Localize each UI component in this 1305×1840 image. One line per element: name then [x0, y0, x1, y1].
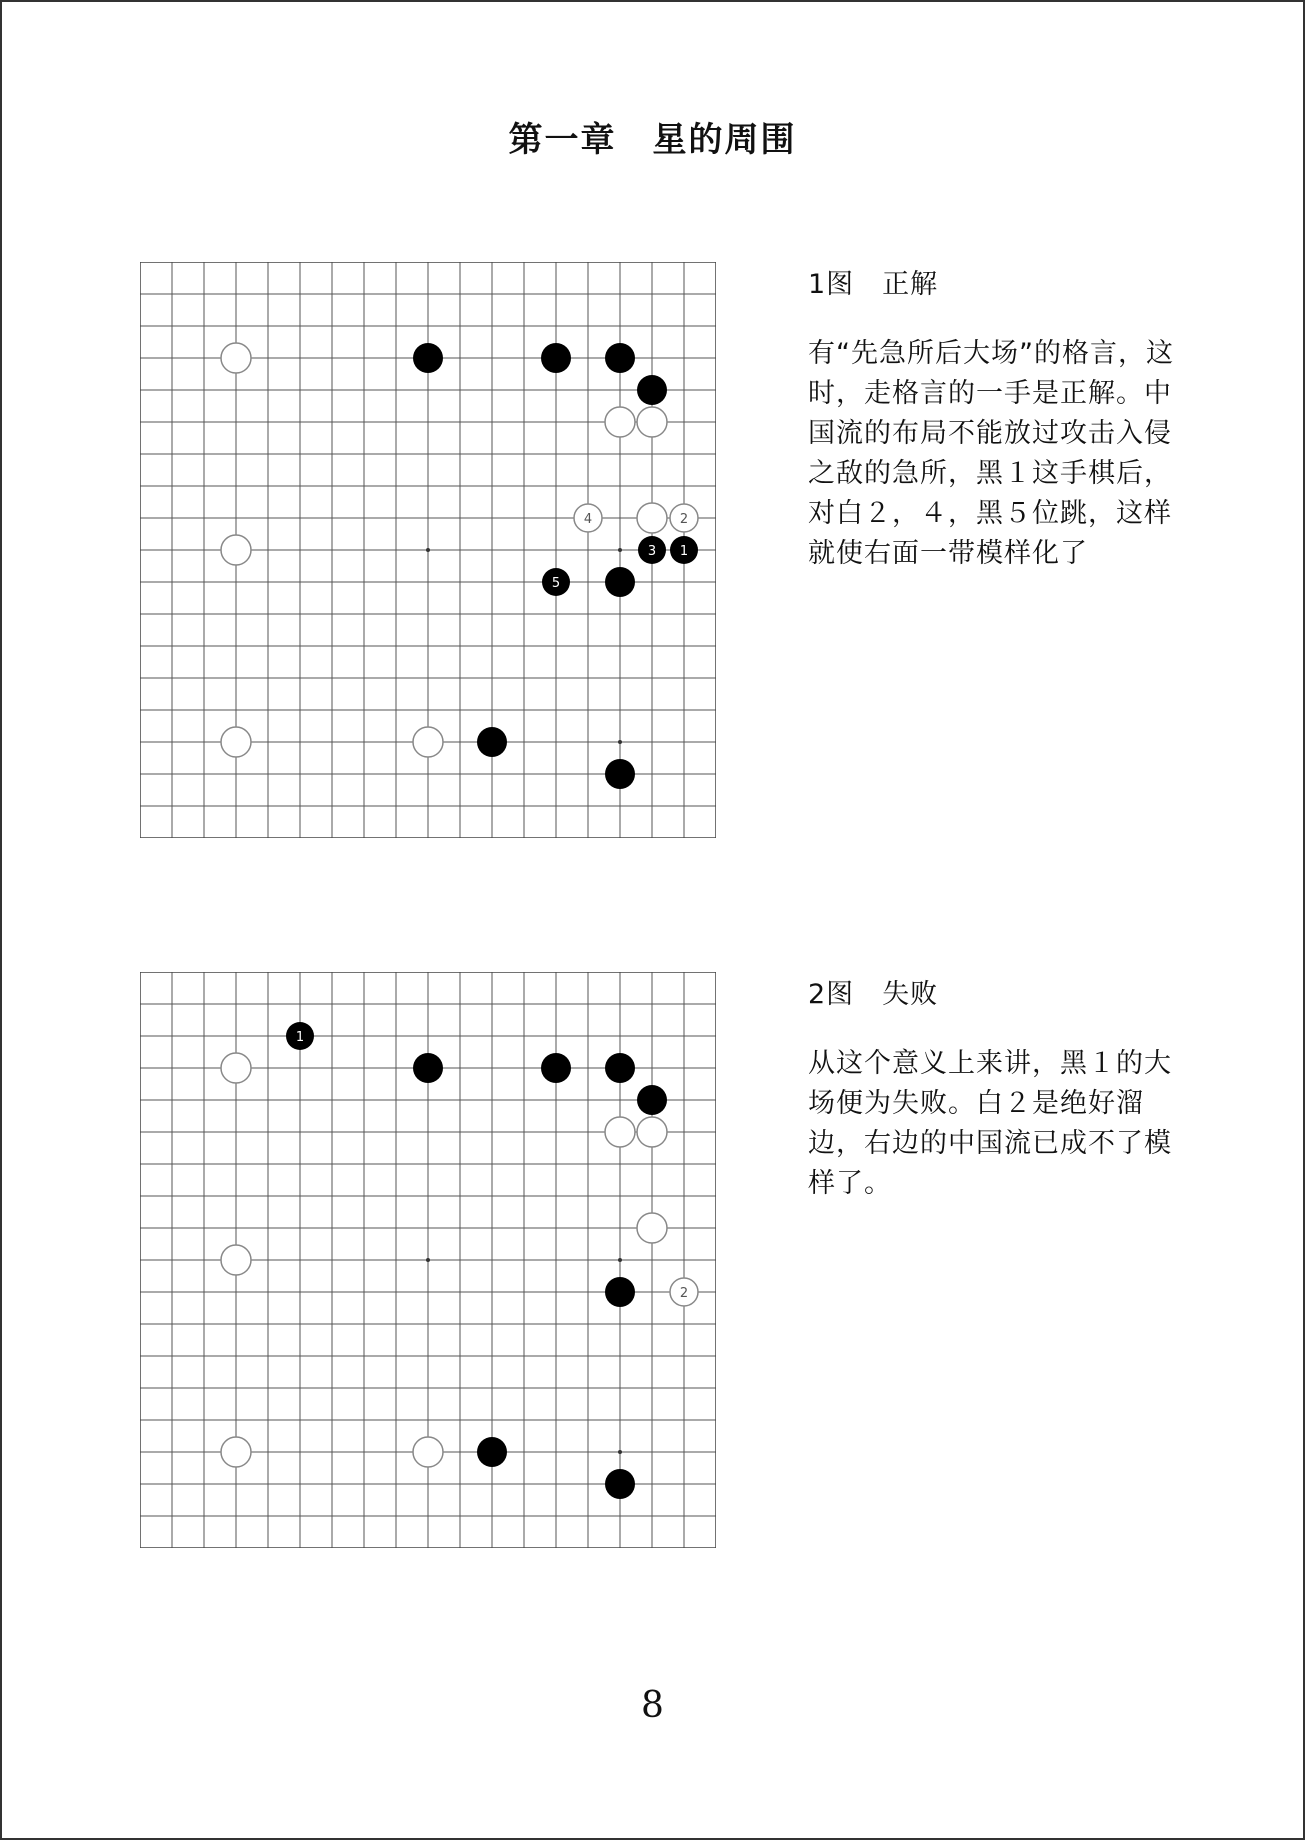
white-stone [413, 727, 443, 757]
black-stone [413, 1053, 443, 1083]
move-number-label: 4 [583, 512, 593, 527]
white-stone [221, 1053, 251, 1083]
white-stone [221, 343, 251, 373]
diagram-1-text: 有“先急所后大场”的格言，这时，走格言的一手是正解。中国流的布局不能放过攻击入侵之敌的急所，黑１这手棋后，对白２，４，黑５位跳，这样就使右面一带模样化了 [808, 338, 1174, 569]
white-stone [637, 1213, 667, 1243]
black-stone [541, 1053, 571, 1083]
page-number: 8 [641, 1685, 664, 1726]
white-stone [605, 1117, 635, 1147]
move-number-label: 2 [679, 1286, 689, 1301]
black-stone [605, 1469, 635, 1499]
go-board-2 [140, 972, 716, 1548]
white-stone [413, 1437, 443, 1467]
black-stone [605, 343, 635, 373]
star-point [618, 548, 622, 552]
diagram-2-caption: 2图 失败 [808, 979, 939, 1010]
white-stone [221, 535, 251, 565]
white-stone [605, 407, 635, 437]
move-number-label: 5 [551, 576, 561, 591]
go-board-2-svg [140, 972, 716, 1548]
black-stone [541, 343, 571, 373]
white-stone [637, 1117, 667, 1147]
move-number-label: 3 [647, 544, 657, 559]
go-board-1-svg [140, 262, 716, 838]
white-stone [637, 503, 667, 533]
black-stone [605, 567, 635, 597]
black-stone [413, 343, 443, 373]
go-board-1 [140, 262, 716, 838]
white-stone [637, 407, 667, 437]
move-number-label: 1 [295, 1030, 305, 1045]
black-stone [637, 1085, 667, 1115]
white-stone [221, 1245, 251, 1275]
black-stone [605, 759, 635, 789]
star-point [618, 1258, 622, 1262]
white-stone [221, 1437, 251, 1467]
black-stone [637, 375, 667, 405]
star-point [426, 1258, 430, 1262]
star-point [618, 740, 622, 744]
star-point [426, 548, 430, 552]
black-stone [605, 1277, 635, 1307]
black-stone [477, 1437, 507, 1467]
move-number-label: 1 [679, 544, 689, 559]
diagram-1-caption: 1图 正解 [808, 269, 939, 300]
star-point [618, 1450, 622, 1454]
diagram-2-text: 从这个意义上来讲，黑１的大场便为失败。白２是绝好溜边，右边的中国流已成不了模样了。 [808, 1048, 1172, 1199]
black-stone [477, 727, 507, 757]
chapter-title: 第一章 星的周围 [508, 120, 797, 160]
white-stone [221, 727, 251, 757]
black-stone [605, 1053, 635, 1083]
move-number-label: 2 [679, 512, 689, 527]
